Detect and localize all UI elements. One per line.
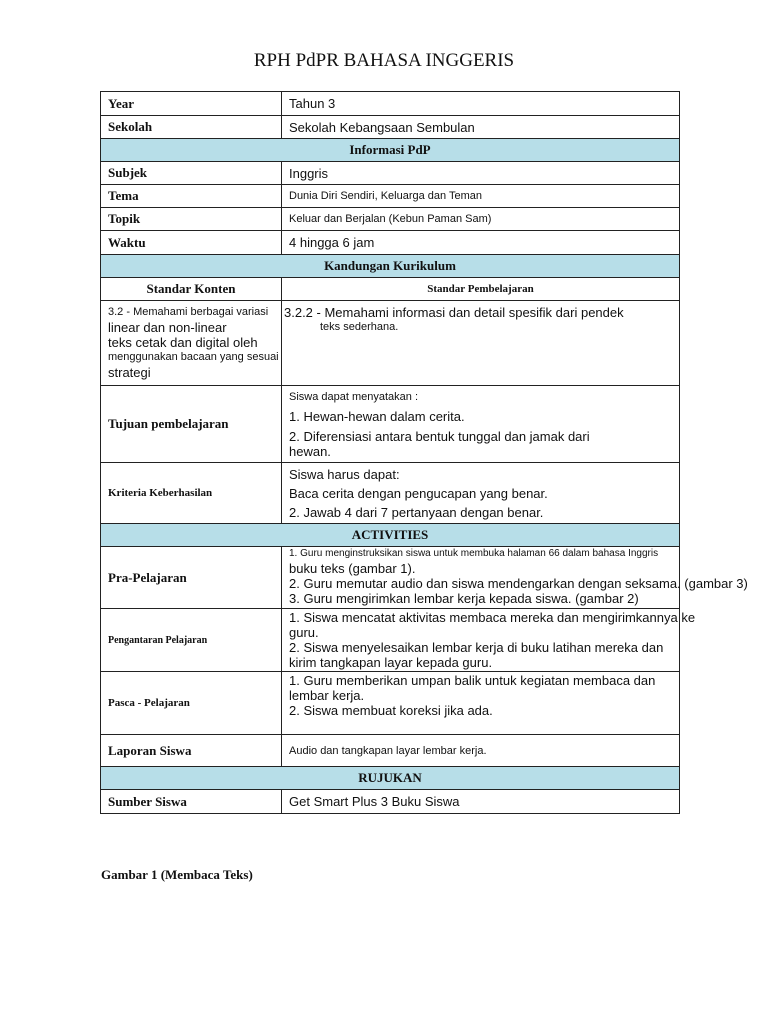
table-row bbox=[101, 735, 680, 767]
standar-konten-line: linear dan non-linear bbox=[108, 320, 227, 335]
sumber-value: Get Smart Plus 3 Buku Siswa bbox=[282, 790, 680, 814]
sekolah-value: Sekolah Kebangsaan Sembulan bbox=[282, 116, 680, 139]
rujukan-header: RUJUKAN bbox=[101, 767, 680, 790]
standar-konten-label: Standar Konten bbox=[101, 278, 282, 301]
tujuan-line: Siswa dapat menyatakan : bbox=[289, 390, 419, 403]
sekolah-label: Sekolah bbox=[101, 116, 282, 139]
pengantaran-line: guru. bbox=[289, 625, 319, 640]
figure-caption: Gambar 1 (Membaca Teks) bbox=[101, 867, 253, 882]
topik-label: Topik bbox=[101, 208, 282, 231]
standar-pembelajaran-line: teks sederhana. bbox=[320, 321, 399, 333]
lesson-plan-table bbox=[100, 91, 748, 814]
section-header-row bbox=[101, 255, 680, 278]
tujuan-text bbox=[282, 386, 680, 463]
table-row bbox=[101, 463, 680, 524]
table-row bbox=[101, 547, 680, 609]
pra-line: 2. Guru memutar audio dan siswa mendengarkan dengan seksama. (gambar 3) bbox=[289, 576, 748, 591]
pasca-text bbox=[282, 672, 680, 735]
standar-pembelajaran-label: Standar Pembelajaran bbox=[282, 278, 680, 301]
pengantaran-line: kirim tangkapan layar kepada guru. bbox=[289, 655, 493, 670]
pra-line: 3. Guru mengirimkan lembar kerja kepada siswa. (gambar 2) bbox=[289, 591, 639, 606]
pasca-line: 2. Siswa membuat koreksi jika ada. bbox=[289, 703, 493, 718]
standar-konten-line: strategi bbox=[108, 365, 151, 380]
standar-pembelajaran-line: 3.2.2 - Memahami informasi dan detail spesifik dari pendek bbox=[284, 305, 624, 320]
pengantaran-label: Pengantaran Pelajaran bbox=[101, 609, 282, 672]
table-row bbox=[101, 609, 680, 672]
table-row bbox=[101, 278, 680, 301]
table-row bbox=[101, 92, 680, 116]
tujuan-line: 2. Diferensiasi antara bentuk tunggal dan jamak dari bbox=[289, 428, 590, 444]
pengantaran-text bbox=[282, 609, 696, 672]
section-header-row bbox=[101, 524, 680, 547]
topik-value: Keluar dan Berjalan (Kebun Paman Sam) bbox=[282, 208, 680, 231]
activities-header: ACTIVITIES bbox=[101, 524, 680, 547]
pengantaran-line: 2. Siswa menyelesaikan lembar kerja di buku latihan mereka dan bbox=[289, 640, 664, 655]
standar-pembelajaran-text bbox=[282, 301, 680, 386]
pra-line: 1. Guru menginstruksikan siswa untuk membuka halaman 66 dalam bahasa Inggris bbox=[289, 548, 659, 559]
table-row bbox=[101, 790, 680, 814]
year-value: Tahun 3 bbox=[282, 92, 680, 116]
subjek-label: Subjek bbox=[101, 162, 282, 185]
tema-value: Dunia Diri Sendiri, Keluarga dan Teman bbox=[282, 185, 680, 208]
section-header-row bbox=[101, 767, 680, 790]
kriteria-label: Kriteria Keberhasilan bbox=[101, 463, 282, 524]
kriteria-line: Siswa harus dapat: bbox=[289, 466, 400, 482]
kriteria-text bbox=[282, 463, 680, 524]
pasca-line: lembar kerja. bbox=[289, 688, 365, 703]
pra-pelajaran-text bbox=[282, 547, 748, 609]
laporan-value: Audio dan tangkapan layar lembar kerja. bbox=[282, 735, 680, 767]
kandungan-kurikulum-header: Kandungan Kurikulum bbox=[101, 255, 680, 278]
table-row bbox=[101, 185, 680, 208]
section-header-row bbox=[101, 139, 680, 162]
subjek-value: Inggris bbox=[282, 162, 680, 185]
table-row bbox=[101, 231, 680, 255]
table-row bbox=[101, 116, 680, 139]
standar-konten-line: teks cetak dan digital oleh bbox=[108, 335, 258, 350]
pasca-label: Pasca - Pelajaran bbox=[101, 672, 282, 735]
waktu-label: Waktu bbox=[101, 231, 282, 255]
standar-konten-line: menggunakan bacaan yang sesuai bbox=[108, 351, 279, 363]
sumber-label: Sumber Siswa bbox=[101, 790, 282, 814]
tujuan-label: Tujuan pembelajaran bbox=[101, 386, 282, 463]
tujuan-line: 1. Hewan-hewan dalam cerita. bbox=[289, 408, 465, 424]
kriteria-line: 2. Jawab 4 dari 7 pertanyaan dengan benar. bbox=[289, 504, 544, 520]
pengantaran-line: 1. Siswa mencatat aktivitas membaca mereka dan mengirimkannya ke bbox=[289, 610, 696, 625]
table-row bbox=[101, 672, 680, 735]
pasca-line: 1. Guru memberikan umpan balik untuk kegiatan membaca dan bbox=[289, 673, 656, 688]
laporan-label: Laporan Siswa bbox=[101, 735, 282, 767]
table-row bbox=[101, 301, 680, 386]
waktu-value: 4 hingga 6 jam bbox=[282, 231, 680, 255]
table-row bbox=[101, 208, 680, 231]
kriteria-line: Baca cerita dengan pengucapan yang benar. bbox=[289, 485, 548, 501]
table-row bbox=[101, 386, 680, 463]
pra-line: buku teks (gambar 1). bbox=[289, 561, 416, 576]
pra-pelajaran-label: Pra-Pelajaran bbox=[101, 547, 282, 609]
standar-konten-line: 3.2 - Memahami berbagai variasi bbox=[108, 306, 269, 318]
table-row bbox=[101, 162, 680, 185]
page-title: RPH PdPR BAHASA INGGERIS bbox=[253, 50, 515, 71]
informasi-pdp-header: Informasi PdP bbox=[101, 139, 680, 162]
tema-label: Tema bbox=[101, 185, 282, 208]
standar-konten-text bbox=[101, 301, 282, 386]
year-label: Year bbox=[101, 92, 282, 116]
tujuan-line: hewan. bbox=[289, 443, 331, 459]
